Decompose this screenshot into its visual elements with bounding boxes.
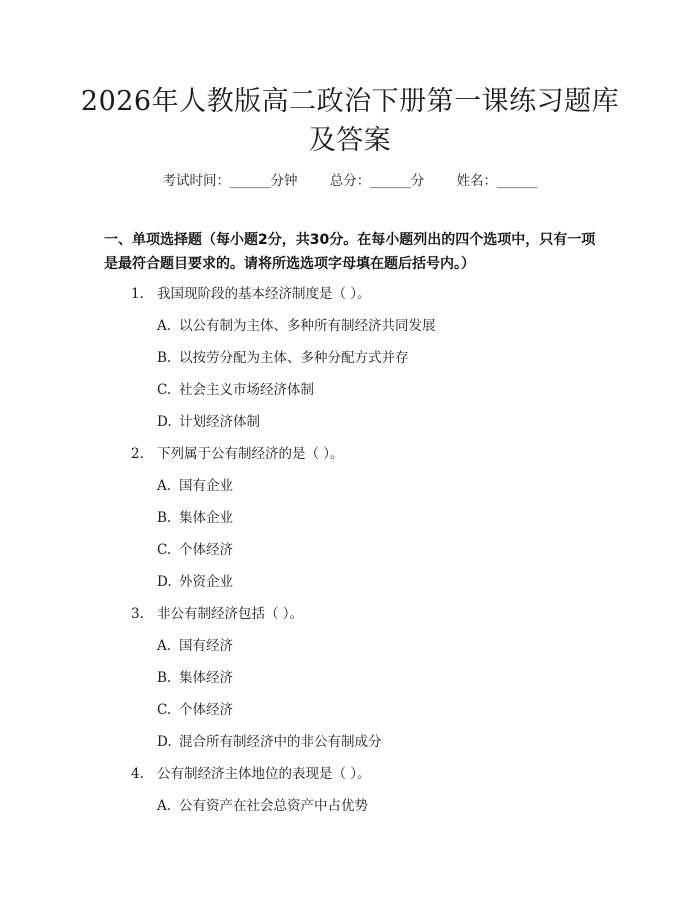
option-letter: C. — [157, 382, 172, 398]
option — [157, 730, 382, 750]
option-text: 计划经济体制 — [179, 414, 260, 430]
question-text: 我国现阶段的基本经济制度是（ ）。 — [157, 286, 371, 302]
exam-time-field: 考试时间：______分钟 — [162, 173, 298, 189]
option-letter: B. — [157, 510, 172, 526]
option-text: 混合所有制经济中的非公有制成分 — [179, 734, 382, 750]
option-letter: B. — [157, 670, 172, 686]
option-text: 个体经济 — [179, 702, 233, 718]
option-letter: A. — [157, 318, 172, 334]
question-number: 1. — [131, 286, 144, 302]
title-line-2: 及答案 — [308, 125, 392, 156]
option-letter: D. — [157, 734, 172, 750]
question — [131, 282, 371, 302]
option — [157, 378, 314, 398]
option — [157, 506, 233, 526]
section-heading: 一、单项选择题（每小题2分，共30分。在每小题列出的四个选项中，只有一项是最符合题目要求的。请将所选选项字母填在题后括号内。） — [104, 232, 596, 272]
option-letter: D. — [157, 574, 172, 590]
option-text: 个体经济 — [179, 542, 233, 558]
title-line-1: 2026年人教版高二政治下册第一课练习题库 — [80, 86, 620, 117]
option — [157, 634, 233, 654]
option-text: 社会主义市场经济体制 — [179, 382, 314, 398]
exam-meta — [0, 169, 700, 189]
option-text: 国有经济 — [179, 638, 233, 654]
option-text: 集体经济 — [179, 670, 233, 686]
option-text: 集体企业 — [179, 510, 233, 526]
option — [157, 474, 233, 494]
option-letter: A. — [157, 798, 172, 814]
option-letter: C. — [157, 542, 172, 558]
question-number: 4. — [131, 766, 144, 782]
option — [157, 346, 409, 366]
option-text: 国有企业 — [179, 478, 233, 494]
question-text: 下列属于公有制经济的是（ ）。 — [157, 446, 344, 462]
option-text: 外资企业 — [179, 574, 233, 590]
option — [157, 698, 233, 718]
total-score-field: 总分：______分 — [329, 173, 425, 189]
option — [157, 314, 436, 334]
name-field: 姓名：______ — [456, 173, 538, 189]
question-number: 3. — [131, 606, 144, 622]
question-text: 非公有制经济包括（ ）。 — [157, 606, 304, 622]
option-text: 以按劳分配为主体、多种分配方式并存 — [179, 350, 409, 366]
question — [131, 602, 303, 622]
option — [157, 570, 233, 590]
option-letter: C. — [157, 702, 172, 718]
option-letter: B. — [157, 350, 172, 366]
question-text: 公有制经济主体地位的表现是（ ）。 — [157, 766, 371, 782]
option — [157, 538, 233, 558]
option — [157, 666, 233, 686]
option-letter: A. — [157, 638, 172, 654]
option-text: 以公有制为主体、多种所有制经济共同发展 — [179, 318, 436, 334]
option — [157, 794, 368, 814]
option-letter: D. — [157, 414, 172, 430]
option-letter: A. — [157, 478, 172, 494]
option-text: 公有资产在社会总资产中占优势 — [179, 798, 368, 814]
document-title — [60, 82, 640, 160]
question — [131, 762, 371, 782]
question — [131, 442, 344, 462]
question-number: 2. — [131, 446, 144, 462]
option — [157, 410, 260, 430]
